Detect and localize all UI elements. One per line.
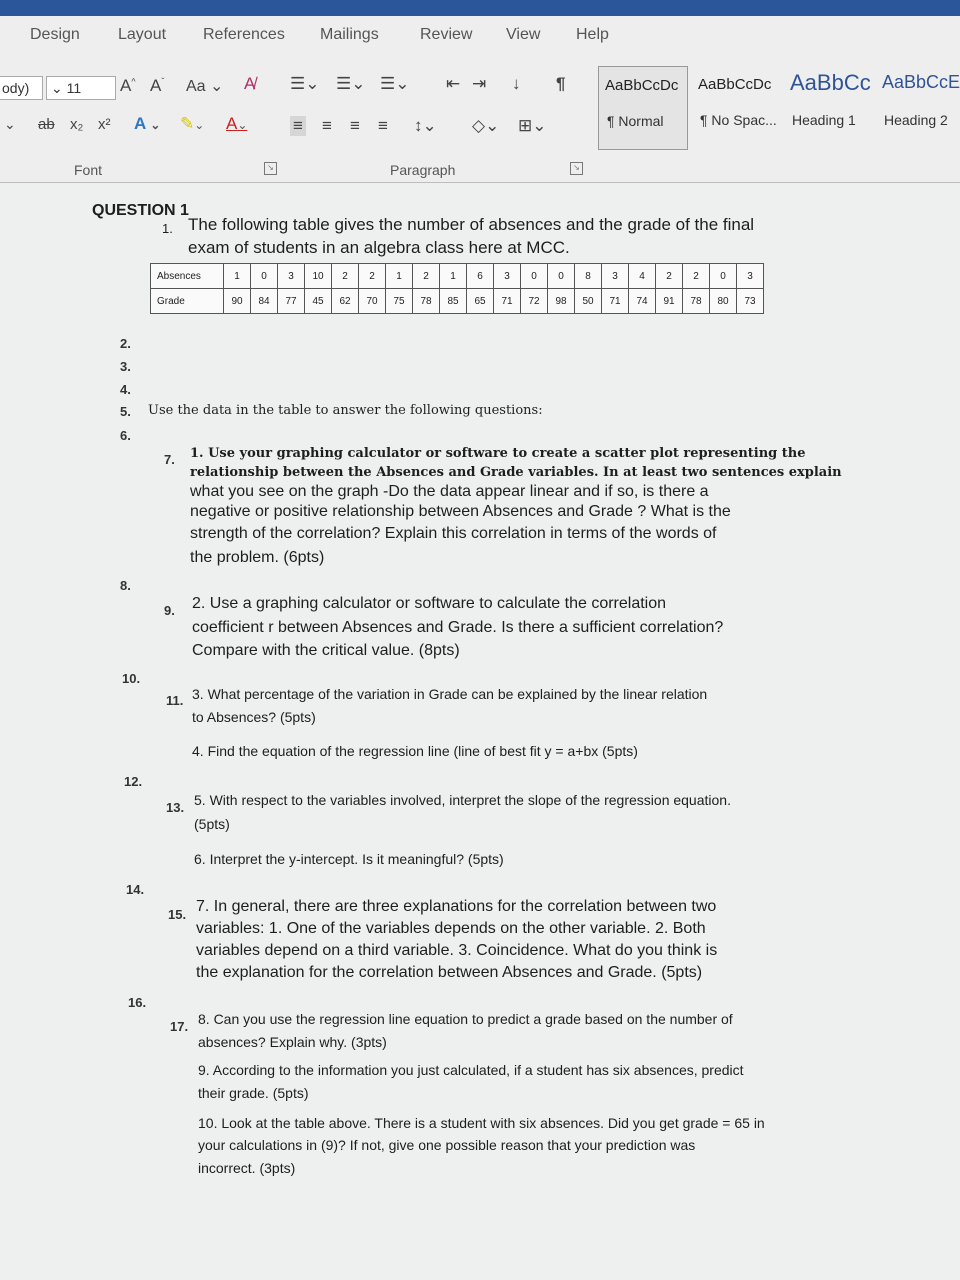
strikethrough-label: ab	[38, 116, 55, 133]
q1-line-2: relationship between the Absences and Grade variables. In at least two sentences explain	[190, 465, 842, 480]
styles-gallery	[596, 66, 960, 150]
grade-cell: 85	[440, 289, 467, 314]
q1-line-4: negative or positive relationship between Absences and Grade ? What is the	[190, 503, 731, 520]
absences-grade-table	[150, 263, 764, 314]
grade-cell: 98	[548, 289, 575, 314]
align-left-icon[interactable]: ≡	[290, 116, 306, 136]
list-number: 14.	[126, 882, 145, 897]
superscript-label: x²	[98, 116, 111, 133]
numbering-icon[interactable]: ☰⌄	[336, 74, 366, 93]
style-preview: AaBbCcDc	[605, 77, 679, 94]
absences-row	[151, 264, 764, 289]
tab-review[interactable]: Review	[420, 26, 473, 43]
grade-cell: 70	[359, 289, 386, 314]
absences-cell: 2	[413, 264, 440, 289]
style-name: ¶ Normal	[607, 113, 664, 129]
absences-cell: 3	[602, 264, 629, 289]
font-group-label: Font	[74, 162, 103, 178]
absences-cell: 10	[305, 264, 332, 289]
list-number: 17.	[170, 1019, 189, 1034]
ribbon-tabs	[0, 16, 960, 60]
list-number: 2.	[120, 336, 131, 351]
absences-cell: 3	[737, 264, 764, 289]
list-number: 3.	[120, 359, 131, 374]
show-marks-icon[interactable]: ¶	[556, 74, 566, 93]
absences-cell: 0	[710, 264, 737, 289]
strikethrough-button[interactable]	[38, 116, 55, 133]
justify-icon[interactable]: ≡	[378, 116, 388, 135]
tab-layout[interactable]: Layout	[118, 26, 167, 43]
font-dialog-launcher-icon[interactable]: ↘	[264, 162, 277, 175]
style-heading-1[interactable]	[784, 66, 874, 148]
q6-line-1: 6. Interpret the y-intercept. Is it meaningful? (5pts)	[194, 851, 504, 867]
q9-line-2: their grade. (5pts)	[198, 1085, 309, 1101]
q4-line-1: 4. Find the equation of the regression line (line of best fit y = a+bx (5pts)	[192, 743, 638, 759]
font-name-dropdown[interactable]	[0, 76, 43, 100]
q1-line-6: the problem. (6pts)	[190, 549, 325, 566]
tab-help[interactable]: Help	[576, 26, 609, 43]
tab-view[interactable]: View	[506, 26, 541, 43]
increase-indent-icon[interactable]: ⇥	[472, 74, 487, 93]
multilevel-list-icon[interactable]: ☰⌄	[380, 74, 410, 93]
shrink-font-button[interactable]: $A^ˇ$	[150, 76, 165, 95]
absences-cell: 3	[494, 264, 521, 289]
text-effects-label: A	[134, 114, 146, 133]
grade-cell: 50	[575, 289, 602, 314]
align-right-icon[interactable]: ≡	[350, 116, 360, 135]
grade-cell: 90	[224, 289, 251, 314]
title-bar	[0, 0, 960, 16]
grade-cell: 71	[494, 289, 521, 314]
grade-cell: 45	[305, 289, 332, 314]
list-number: 10.	[122, 671, 141, 686]
sort-icon[interactable]: ↓	[512, 74, 521, 93]
grade-cell: 78	[413, 289, 440, 314]
absences-cell: 3	[278, 264, 305, 289]
intro-number: 1.	[162, 221, 173, 236]
q3-line-2: to Absences? (5pts)	[192, 709, 316, 725]
style-normal[interactable]	[598, 66, 688, 150]
style-name: ¶ No Spac...	[700, 112, 777, 128]
intro-line-2: exam of students in an algebra class here at MCC.	[188, 238, 570, 257]
font-color-icon[interactable]: A⌄	[226, 114, 248, 133]
list-number: 5.	[120, 404, 131, 419]
clear-formatting-icon[interactable]: A̸	[244, 74, 256, 93]
grade-cell: 84	[251, 289, 278, 314]
font-size-dropdown[interactable]: ⌄ 11	[46, 76, 116, 100]
list-number: 11.	[166, 693, 184, 708]
change-case-label: Aa	[186, 78, 206, 95]
q7-line-3: variables depend on a third variable. 3. Coincidence. What do you think is	[196, 942, 718, 959]
q7-line-2: variables: 1. One of the variables depends on the other variable. 2. Both	[196, 920, 706, 937]
shrink-font-label: A	[150, 76, 162, 95]
q8-line-1: 8. Can you use the regression line equation to predict a grade based on the number of	[198, 1011, 733, 1027]
grade-cell: 91	[656, 289, 683, 314]
grade-cell: 72	[521, 289, 548, 314]
q9-line-1: 9. According to the information you just calculated, if a student has six absences, predict	[198, 1062, 744, 1078]
tab-mailings[interactable]: Mailings	[320, 26, 379, 43]
absences-cell: 1	[440, 264, 467, 289]
style-name: Heading 2	[884, 112, 948, 128]
grow-font-button[interactable]: A^	[120, 76, 136, 95]
q2-line-3: Compare with the critical value. (8pts)	[192, 642, 460, 659]
absences-cell: 2	[359, 264, 386, 289]
style-preview: AaBbCcE	[882, 72, 960, 92]
text-effects-button[interactable]: A ⌄	[134, 114, 161, 133]
list-number: 12.	[124, 774, 143, 789]
superscript-button[interactable]	[98, 116, 111, 133]
paragraph-group-label: Paragraph	[390, 162, 456, 178]
grade-cell: 73	[737, 289, 764, 314]
question-title: QUESTION 1	[92, 202, 189, 219]
q2-line-1: 2. Use a graphing calculator or software to calculate the correlation	[192, 595, 667, 612]
q7-line-1: 7. In general, there are three explanations for the correlation between two	[196, 898, 717, 915]
absences-cell: 2	[683, 264, 710, 289]
paragraph-dialog-launcher-icon[interactable]: ↘	[570, 162, 583, 175]
decrease-indent-icon[interactable]: ⇤	[446, 74, 461, 93]
grade-cell: 74	[629, 289, 656, 314]
change-case-button[interactable]: Aa ⌄	[186, 78, 224, 95]
shading-icon[interactable]: ◇⌄	[472, 116, 500, 135]
tab-references[interactable]: References	[203, 26, 285, 43]
q10-line-1: 10. Look at the table above. There is a student with six absences. Did you get grade = 65 in	[198, 1115, 765, 1131]
style-name: Heading 1	[792, 112, 856, 128]
absences-cell: 4	[629, 264, 656, 289]
absences-cell: 2	[656, 264, 683, 289]
q1-line-5: strength of the correlation? Explain this correlation in terms of the words of	[190, 525, 717, 542]
grade-cell: 80	[710, 289, 737, 314]
line-spacing-icon[interactable]: ↕⌄	[414, 116, 437, 135]
grade-cell: 62	[332, 289, 359, 314]
q5-line-2: (5pts)	[194, 816, 230, 832]
grade-row	[151, 289, 764, 314]
absences-cell: 6	[467, 264, 494, 289]
q10-line-3: incorrect. (3pts)	[198, 1160, 296, 1176]
absences-cell: 0	[251, 264, 278, 289]
absences-cell: 8	[575, 264, 602, 289]
bullets-icon[interactable]: ☰⌄	[290, 74, 320, 93]
grow-font-label: A	[120, 76, 132, 95]
highlight-icon[interactable]: ✎⌄	[180, 114, 205, 133]
intro-line-1: The following table gives the number of absences and the grade of the final	[188, 215, 755, 234]
borders-icon[interactable]: ⊞⌄	[518, 116, 547, 135]
list-number: 15.	[168, 907, 187, 922]
q7-line-4: the explanation for the correlation between Absences and Grade. (5pts)	[196, 964, 703, 981]
list-number: 7.	[164, 452, 175, 467]
grade-cell: 65	[467, 289, 494, 314]
style-preview: AaBbCcDc	[698, 76, 772, 93]
q8-line-2: absences? Explain why. (3pts)	[198, 1034, 387, 1050]
style-no-spacing[interactable]	[692, 66, 782, 148]
q2-line-2: coefficient r between Absences and Grade. Is there a sufficient correlation?	[192, 619, 724, 636]
font-name-value: ody)	[2, 80, 30, 96]
subscript-button[interactable]	[70, 116, 83, 133]
list-number: 13.	[166, 800, 185, 815]
style-preview: AaBbCc	[790, 70, 871, 95]
q1-line-1: 1. Use your graphing calculator or software to create a scatter plot representing the	[190, 446, 806, 461]
q10-line-2: your calculations in (9)? If not, give one possible reason that your prediction was	[198, 1137, 696, 1153]
instruction-text: Use the data in the table to answer the following questions:	[148, 403, 543, 418]
grade-cell: 75	[386, 289, 413, 314]
font-size-value: 11	[66, 80, 82, 96]
list-number: 16.	[128, 995, 147, 1010]
absences-cell: 0	[521, 264, 548, 289]
list-number: 8.	[120, 578, 131, 593]
q1-line-3: what you see on the graph -Do the data appear linear and if so, is there a	[190, 483, 709, 500]
style-heading-2[interactable]	[876, 66, 960, 148]
absences-cell: 0	[548, 264, 575, 289]
align-center-icon[interactable]: ≡	[322, 116, 332, 135]
subscript-label: x₂	[70, 116, 84, 133]
grade-cell: 77	[278, 289, 305, 314]
list-number: 9.	[164, 603, 175, 618]
q5-line-1: 5. With respect to the variables involved, interpret the slope of the regression equation.	[194, 792, 731, 808]
absences-row-label: Absences	[151, 264, 224, 289]
absences-cell: 1	[224, 264, 251, 289]
grade-cell: 78	[683, 289, 710, 314]
grade-cell: 71	[602, 289, 629, 314]
absences-cell: 2	[332, 264, 359, 289]
grade-row-label: Grade	[151, 289, 224, 314]
tab-design[interactable]: Design	[30, 26, 80, 43]
ribbon	[0, 16, 960, 183]
q3-line-1: 3. What percentage of the variation in Grade can be explained by the linear relation	[192, 686, 708, 702]
absences-cell: 1	[386, 264, 413, 289]
list-number: 4.	[120, 382, 131, 397]
list-number: 6.	[120, 428, 131, 443]
underline-dropdown-icon[interactable]: ⌄	[4, 116, 16, 132]
